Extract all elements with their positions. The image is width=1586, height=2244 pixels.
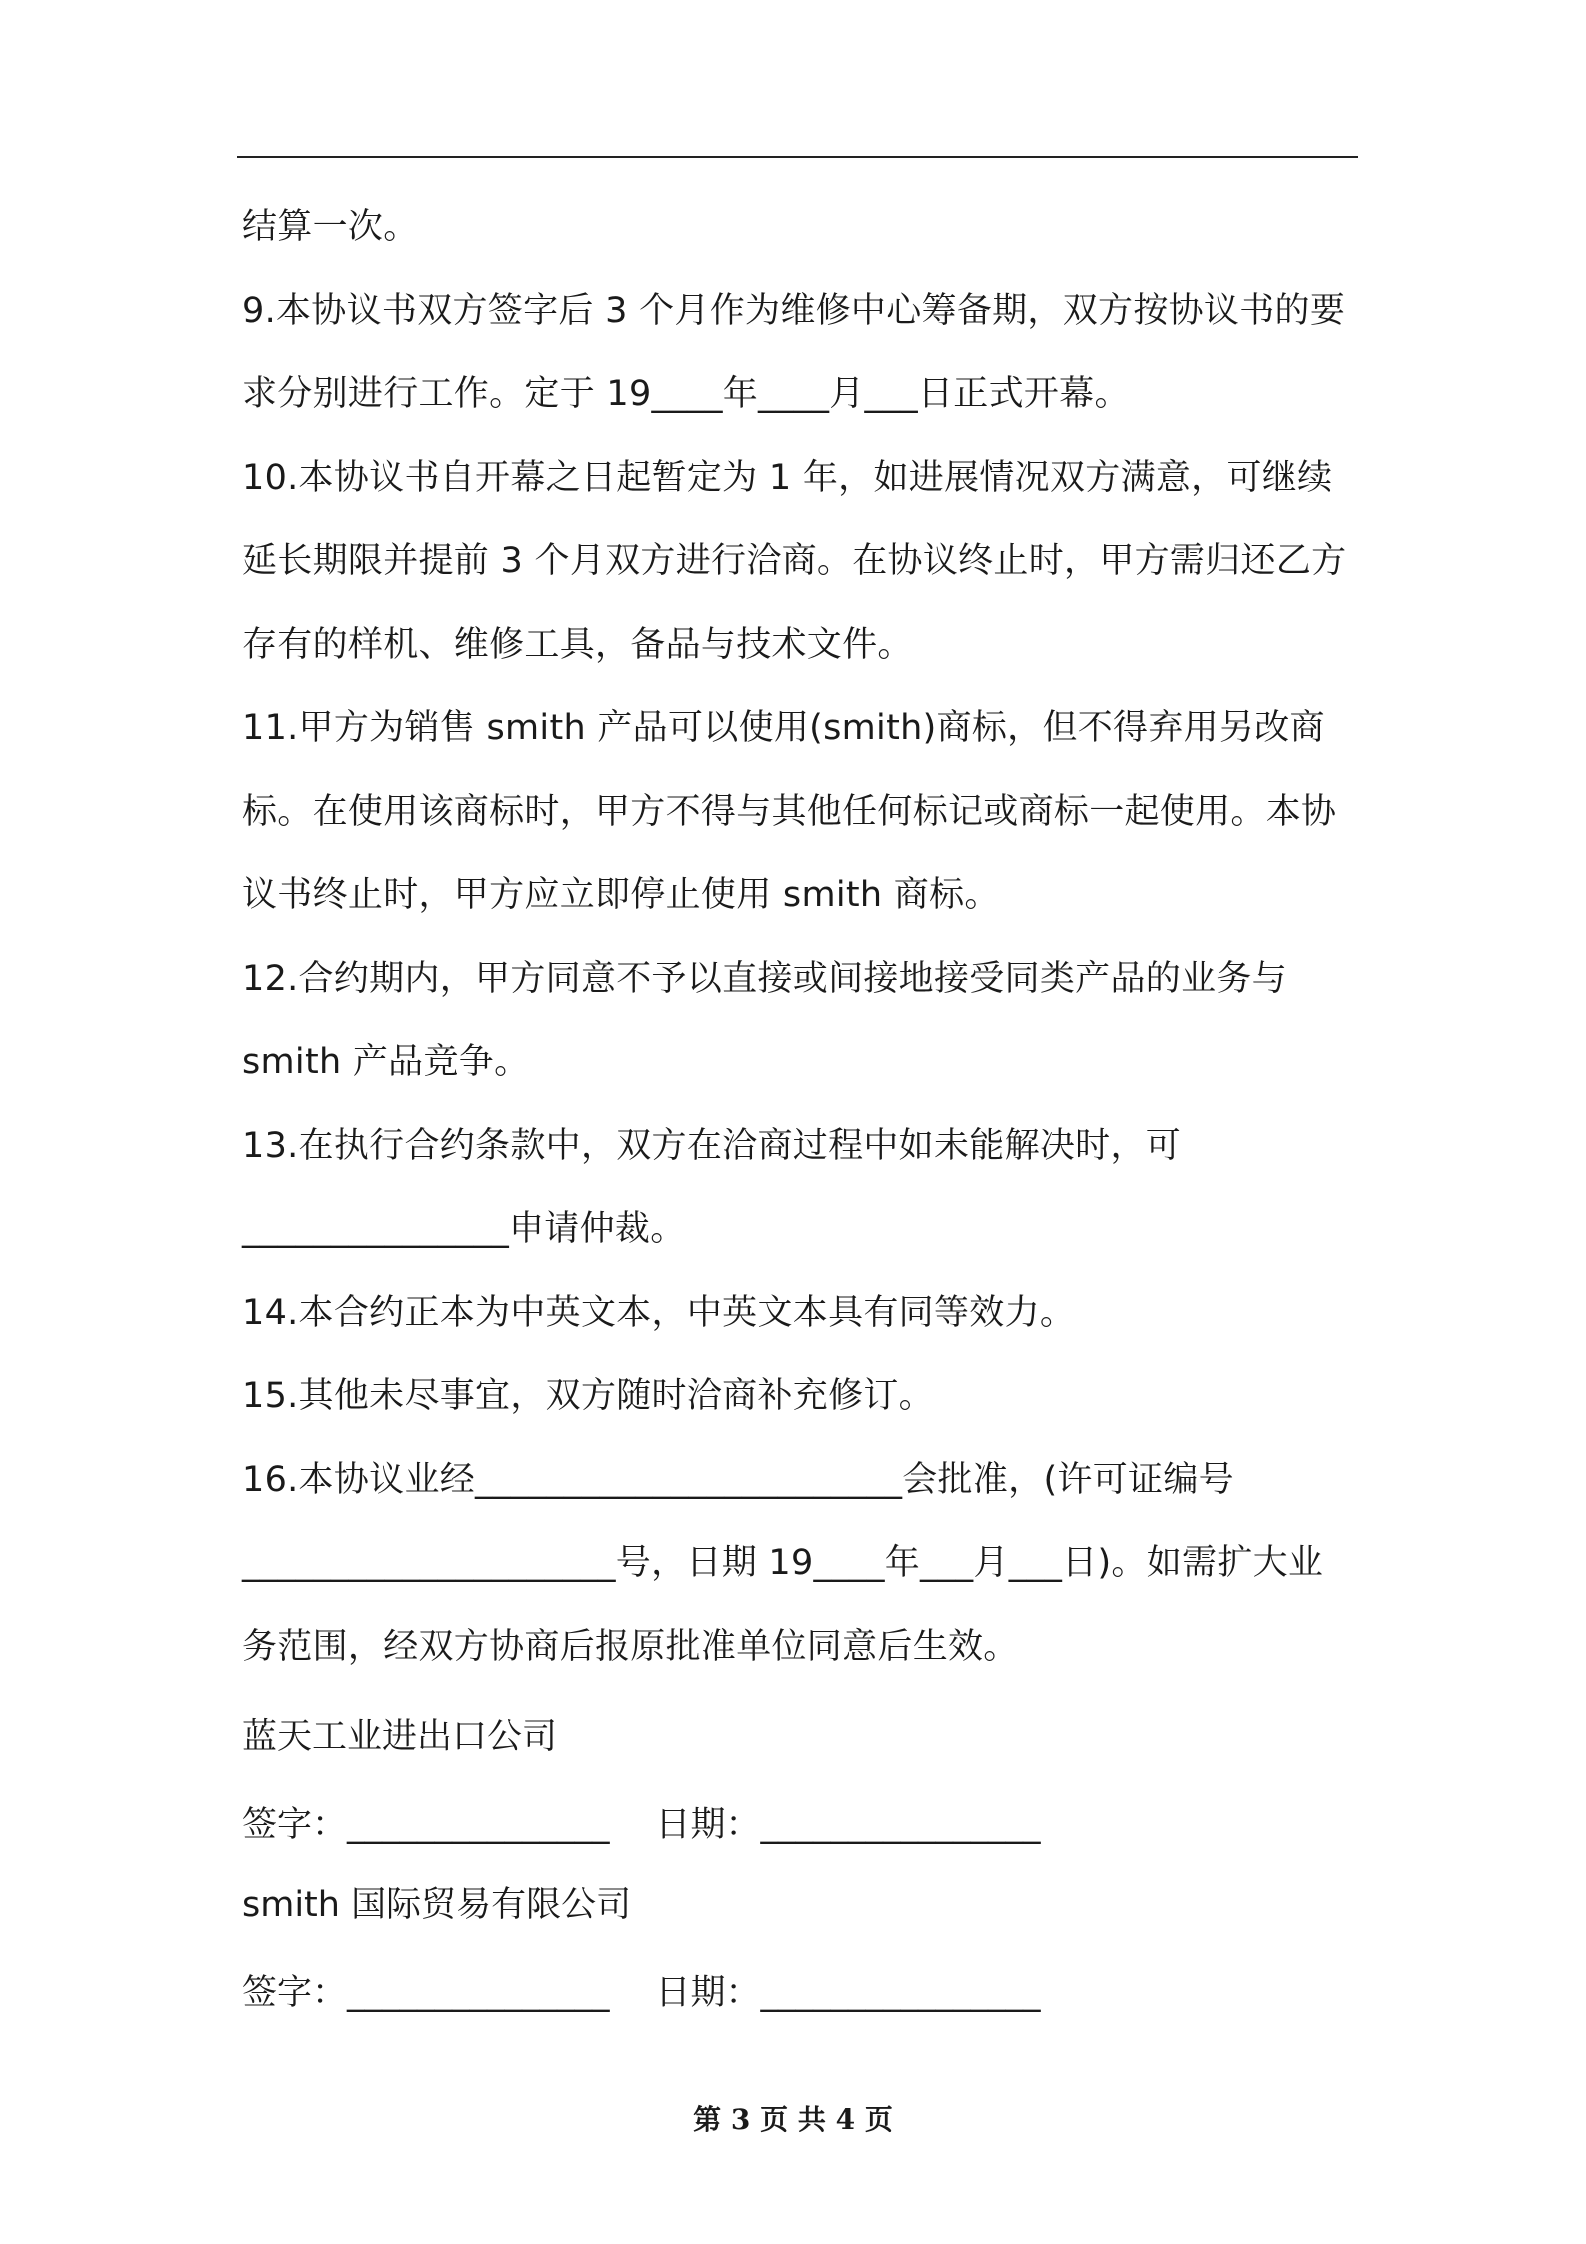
- clause-15: 15.其他未尽事宜，双方随时洽商补充修订。: [242, 1376, 934, 1416]
- header-divider: [237, 156, 1358, 158]
- clause-12: 12.合约期内，甲方同意不予以直接或间接地接受同类产品的业务与 smith 产品竞争。: [242, 958, 1287, 1082]
- signature-blank: _______________: [347, 1973, 610, 2013]
- clause-9: 9.本协议书双方签字后 3 个月作为维修中心筹备期，双方按协议书的要求分别进行工作。定于 19____年____月___日正式开幕。: [242, 290, 1346, 414]
- page-number: 第 3 页 共 4 页: [693, 2103, 893, 2136]
- date-label: 日期：: [655, 1805, 761, 1845]
- party-b-signature-row: [242, 1968, 1041, 2018]
- paragraph-continuation: 结算一次。: [242, 207, 419, 247]
- clause-16: 16.本协议业经________________________会批准，(许可证编号_____________________号，日期 19____年___月___日)。如需扩大业务范围，经双方协商后报原批准单位同意后生效。: [242, 1459, 1324, 1667]
- date-label: 日期：: [655, 1973, 761, 2013]
- signature-blank: _______________: [347, 1805, 610, 1845]
- date-blank: ________________: [760, 1973, 1041, 2013]
- clause-11: 11.甲方为销售 smith 产品可以使用(smith)商标，但不得弃用另改商标。在使用该商标时，甲方不得与其他任何标记或商标一起使用。本协议书终止时，甲方应立即停止使用 smith 商标。: [242, 708, 1337, 915]
- party-a-name: 蓝天工业进出口公司: [242, 1717, 558, 1757]
- clause-10: 10.本协议书自开幕之日起暂定为 1 年，如进展情况双方满意，可继续延长期限并提前 3 个月双方进行洽商。在协议终止时，甲方需归还乙方存有的样机、维修工具，备品与技术文件。: [242, 457, 1347, 665]
- clause-13: 13.在执行合约条款中，双方在洽商过程中如未能解决时，可_______________申请仲裁。: [242, 1125, 1182, 1249]
- clause-14: 14.本合约正本为中英文本，中英文本具有同等效力。: [242, 1292, 1076, 1333]
- date-blank: ________________: [760, 1805, 1041, 1845]
- signature-label: 签字：: [242, 1973, 348, 2013]
- party-b-name: smith 国际贸易有限公司: [242, 1885, 632, 1925]
- signature-label: 签字：: [242, 1805, 348, 1845]
- contract-body: [242, 186, 1358, 1689]
- party-a-signature-row: [242, 1800, 1041, 1850]
